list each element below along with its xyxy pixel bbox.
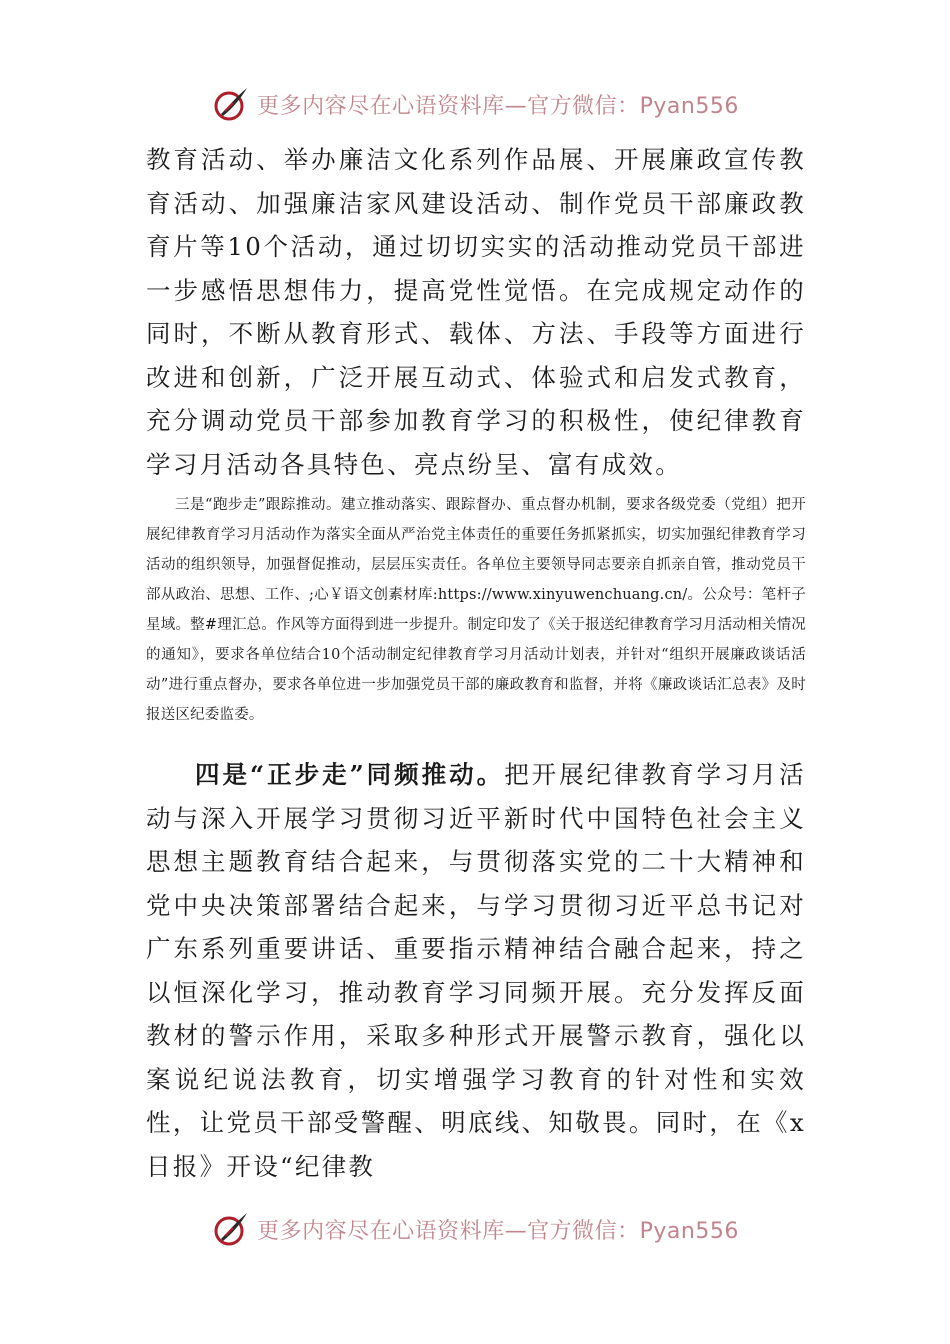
- paragraph-3: [146, 753, 806, 1188]
- quill-pen-circle-icon: [211, 1209, 251, 1249]
- paragraph-1: 教育活动、举办廉洁文化系列作品展、开展廉政宣传教育活动、加强廉洁家风建设活动、制作党员干部廉政教育片等10个活动，通过切切实实的活动推动党员干部进一步感悟思想伟力，提高党性觉悟。在完成规定动作的同时，不断从教育形式、载体、方法、手段等方面进行改进和创新，广泛开展互动式、体验式和启发式教育，充分调动党员干部参加教育学习的积极性，使纪律教育学习月活动各具特色、亮点纷呈、富有成效。: [146, 145, 806, 479]
- quill-pen-circle-icon: [211, 84, 251, 124]
- paragraph-2-small: 三是“跑步走”跟踪推动。建立推动落实、跟踪督办、重点督办机制，要求各级党委（党组）把开展纪律教育学习月活动作为落实全面从严治党主体责任的重要任务抓紧抓实，切实加强纪律教育学习活动的组织领导，加强督促推动，层层压实责任。各单位主要领导同志要亲自抓亲自管，推动党员干部从政治、思想、工作、;心￥语文创素材库:https://www.xinyuwenchuang.cn/。公众号：笔杆子星域。整#理汇总。作风等方面得到进一步提升。制定印发了《关于报送纪律教育学习月活动相关情况的通知》，要求各单位结合10个活动制定纪律教育学习月活动计划表，并针对“组织开展廉政谈话活动”进行重点督办，要求各单位进一步加强党员干部的廉政教育和监督，并将《廉政谈话汇总表》及时报送区纪委监委。: [146, 497, 806, 723]
- footer-banner: [0, 1207, 950, 1251]
- paragraph-3-lead: 四是“正步走”同频推动。: [195, 760, 505, 789]
- header-banner: [0, 82, 950, 126]
- paragraph-3-rest: 把开展纪律教育学习月活动与深入开展学习贯彻习近平新时代中国特色社会主义思想主题教育结合起来，与贯彻落实党的二十大精神和党中央决策部署结合起来，与学习贯彻习近平总书记对广东系列重要讲话、重要指示精神结合融合起来，持之以恒深化学习，推动教育学习同频开展。充分发挥反面教材的警示作用，采取多种形式开展警示教育，强化以案说纪说法教育，切实增强学习教育的针对性和实效性，让党员干部受警醒、明底线、知敬畏。同时，在《x日报》开设“纪律教: [146, 760, 806, 1181]
- footer-banner-text: 更多内容尽在心语资料库—官方微信：Pyan556: [257, 1218, 739, 1244]
- header-banner-text: 更多内容尽在心语资料库—官方微信：Pyan556: [257, 93, 739, 119]
